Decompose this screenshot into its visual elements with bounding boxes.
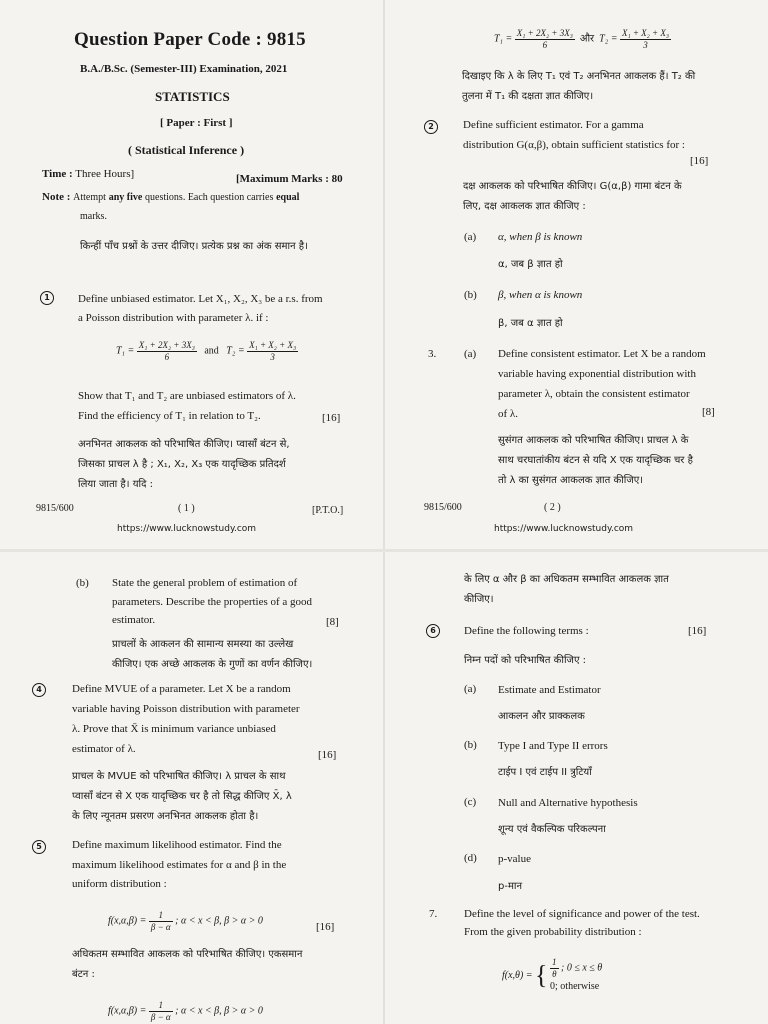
q2-marks: [16]: [690, 155, 709, 167]
page-2: [384, 0, 768, 548]
q3-hindi-2: साथ चरघातांकीय बंटन से यदि X एक यादृच्छिक चर है: [498, 455, 693, 466]
note: Note : Attempt any five questions. Each question carries equal: [42, 191, 300, 203]
p2-hindi-2: तुलना में T₁ की दक्षता ज्ञात कीजिए।: [462, 91, 594, 102]
q2-a-hi: α, जब β ज्ञात हो: [498, 259, 563, 270]
q4-hindi-3: के लिए न्यूनतम प्रसरण अनभिनत आकलक होता है।: [72, 811, 259, 822]
q2-hindi-1: दक्ष आकलक को परिभाषित कीजिए। G(α,β) गामा बंटन के: [463, 181, 682, 192]
question-paper-code: Question Paper Code : 9815: [74, 29, 306, 50]
q6-d-hi: p-मान: [498, 881, 523, 892]
q6-b-hi: टाईप I एवं टाईप II त्रुटियाँ: [498, 767, 592, 778]
q5-line-3: uniform distribution :: [72, 878, 167, 890]
q6-line-1: Define the following terms :: [464, 625, 589, 637]
q3-a-label: (a): [464, 348, 477, 360]
q6-c-label: (c): [464, 796, 477, 808]
p2-equation: T₁ = $\frac{\text{X₁ + 2X₂ + 3X₃}}{6}$ और T₂ = $\frac{\text{X₁ + X₂ + X₃}}{3}$: [494, 28, 669, 50]
time-value: Three Hours]: [75, 168, 135, 180]
max-marks: [Maximum Marks : 80: [236, 173, 343, 185]
footer-code: 9815/600: [36, 503, 74, 514]
q4-hindi-2: प्वासाँ बंटन से X एक यादृच्छिक चर है तो सिद्ध कीजिए X̄, λ: [72, 791, 292, 802]
q5-equation-2: f(x,α,β) = $\frac{1}{\beta - \alpha}$ ; α < x < β, β > α > 0: [108, 1000, 263, 1022]
q3b-line-3: estimator.: [112, 614, 156, 626]
page-3: [0, 552, 384, 1024]
q2-a-label: (a): [464, 231, 477, 243]
q3b-marks: [8]: [326, 616, 339, 628]
q5-hindi-cont-1: के लिए α और β का अधिकतम सम्भावित आकलक ज्ञात: [464, 574, 669, 585]
q1-line-4: Find the efficiency of T₁ in relation to T₂.: [78, 410, 261, 422]
paper-label: [ Paper : First ]: [160, 117, 233, 129]
note-hindi: किन्हीं पाँच प्रश्नों के उत्तर दीजिए। प्रत्येक प्रश्न का अंक समान है।: [80, 241, 308, 252]
q4-marks: [16]: [318, 749, 337, 761]
q6-a-en: Estimate and Estimator: [498, 684, 601, 696]
q6-d-en: p-value: [498, 853, 531, 865]
q1-line-1: Define unbiased estimator. Let X₁, X₂, X₃ be a r.s. from: [78, 293, 323, 305]
q1-marks: [16]: [322, 412, 341, 424]
q4-line-2: variable having Poisson distribution with parameter: [72, 703, 300, 715]
q1-hindi-2: जिसका प्राचल λ है ; X₁, X₂, X₃ एक यादृच्छिक प्रतिदर्श: [78, 459, 286, 470]
q3-marks: [8]: [702, 406, 715, 418]
question-number-3: 3.: [428, 348, 437, 360]
q3b-line-2: parameters. Describe the properties of a good: [112, 596, 313, 608]
q3-hindi-1: सुसंगत आकलक को परिभाषित कीजिए। प्राचल λ के: [498, 435, 689, 446]
q1-hindi-3: लिया जाता है। यदि :: [78, 479, 153, 490]
q7-line-1: Define the level of significance and power of the test.: [464, 908, 700, 920]
q2-b-hi: β, जब α ज्ञात हो: [498, 318, 563, 329]
question-number-6: 6: [426, 624, 440, 638]
exam-title: B.A./B.Sc. (Semester-III) Examination, 2021: [80, 63, 288, 75]
q3-line-4: of λ.: [498, 408, 518, 420]
q5-line-1: Define maximum likelihood estimator. Find the: [72, 839, 282, 851]
q5-marks: [16]: [316, 921, 335, 933]
q5-equation: f(x,α,β) = $\frac{1}{\beta - \alpha}$ ; α < x < β, β > α > 0: [108, 910, 263, 932]
q5-hindi-2: बंटन :: [72, 969, 95, 980]
q1-line-2: a Poisson distribution with parameter λ. if :: [78, 312, 269, 324]
q5-hindi-cont-2: कीजिए।: [464, 594, 494, 605]
q2-line-2: distribution G(α,β), obtain sufficient statistics for :: [463, 139, 685, 151]
time-line: [42, 167, 134, 183]
q6-b-label: (b): [464, 739, 477, 751]
q6-d-label: (d): [464, 852, 477, 864]
footer-page: ( 2 ): [544, 502, 561, 513]
note-end: marks.: [80, 211, 107, 222]
q3b-hindi-1: प्राचलों के आकलन की सामान्य समस्या का उल्लेख: [112, 639, 294, 650]
question-number-5: 5: [32, 840, 46, 854]
q1-line-3: Show that T₁ and T₂ are unbiased estimators of λ.: [78, 390, 296, 402]
q6-a-hi: आकलन और प्राक्कलक: [498, 711, 585, 722]
q3-line-3: parameter λ, obtain the consistent estimator: [498, 388, 690, 400]
q6-a-label: (a): [464, 683, 477, 695]
footer-url: https://www.lucknowstudy.com: [117, 524, 257, 534]
note-label: Note :: [42, 191, 71, 203]
q4-line-4: estimator of λ.: [72, 743, 136, 755]
q3-line-1: Define consistent estimator. Let X be a random: [498, 348, 706, 360]
q2-hindi-2: लिए, दक्ष आकलक ज्ञात कीजिए :: [463, 201, 586, 212]
footer-code: 9815/600: [424, 502, 462, 513]
q6-marks: [16]: [688, 625, 707, 637]
q7-equation: f(x,θ) = { $\frac{1}{\theta}$ ; 0 ≤ x ≤ θ 0; otherwise: [502, 957, 603, 992]
footer-page: ( 1 ): [178, 503, 195, 514]
q2-b-en: β, when α is known: [498, 289, 583, 301]
q6-hindi: निम्न पदों को परिभाषित कीजिए :: [464, 655, 587, 666]
q1-equation: T₁ = $\frac{\text{X₁ + 2X₂ + 3X₃}}{6}$ and T₂ = $\frac{\text{X₁ + X₂ + X₃}}{3}$: [116, 340, 297, 362]
question-number-1: 1: [40, 291, 54, 305]
subject: STATISTICS: [155, 89, 230, 104]
q2-line-1: Define sufficient estimator. For a gamma: [463, 119, 644, 131]
q4-line-3: λ. Prove that X̄ is minimum variance unbiased: [72, 723, 276, 735]
q4-line-1: Define MVUE of a parameter. Let X be a random: [72, 683, 291, 695]
page-1: [0, 0, 384, 548]
question-number-7: 7.: [429, 908, 438, 920]
q3-hindi-3: तो λ का सुसंगत आकलक ज्ञात कीजिए।: [498, 475, 644, 486]
footer-pto: [P.T.O.]: [312, 505, 344, 516]
footer-url: https://www.lucknowstudy.com: [494, 524, 634, 534]
q3b-line-1: State the general problem of estimation of: [112, 577, 298, 589]
q3b-hindi-2: कीजिए। एक अच्छे आकलक के गुणों का वर्णन कीजिए।: [112, 659, 313, 670]
p2-hindi-1: दिखाइए कि λ के लिए T₁ एवं T₂ अनभिनत आकलक हैं। T₂ की: [462, 71, 696, 82]
time-label: Time :: [42, 168, 73, 180]
q5-hindi-1: अधिकतम सम्भावित आकलक को परिभाषित कीजिए। एकसमान: [72, 949, 303, 960]
q6-c-hi: शून्य एवं वैकल्पिक परिकल्पना: [498, 824, 606, 835]
brace-glyph: {: [535, 960, 548, 990]
q6-b-en: Type I and Type II errors: [498, 740, 608, 752]
q7-line-2: From the given probability distribution :: [464, 926, 642, 938]
q3-line-2: variable having exponential distribution with: [498, 368, 696, 380]
q1-hindi-1: अनभिनत आकलक को परिभाषित कीजिए। प्वासाँ बंटन से,: [78, 439, 290, 450]
q4-hindi-1: प्राचल के MVUE को परिभाषित कीजिए। λ प्राचल के साथ: [72, 771, 286, 782]
q2-a-en: α, when β is known: [498, 231, 583, 243]
q2-b-label: (b): [464, 289, 477, 301]
q3-b-label: (b): [76, 577, 89, 589]
page-4: [384, 552, 768, 1024]
q6-c-en: Null and Alternative hypothesis: [498, 797, 638, 809]
topic: ( Statistical Inference ): [128, 143, 245, 157]
question-number-2: 2: [424, 120, 438, 134]
q5-line-2: maximum likelihood estimates for α and β in the: [72, 859, 287, 871]
question-number-4: 4: [32, 683, 46, 697]
